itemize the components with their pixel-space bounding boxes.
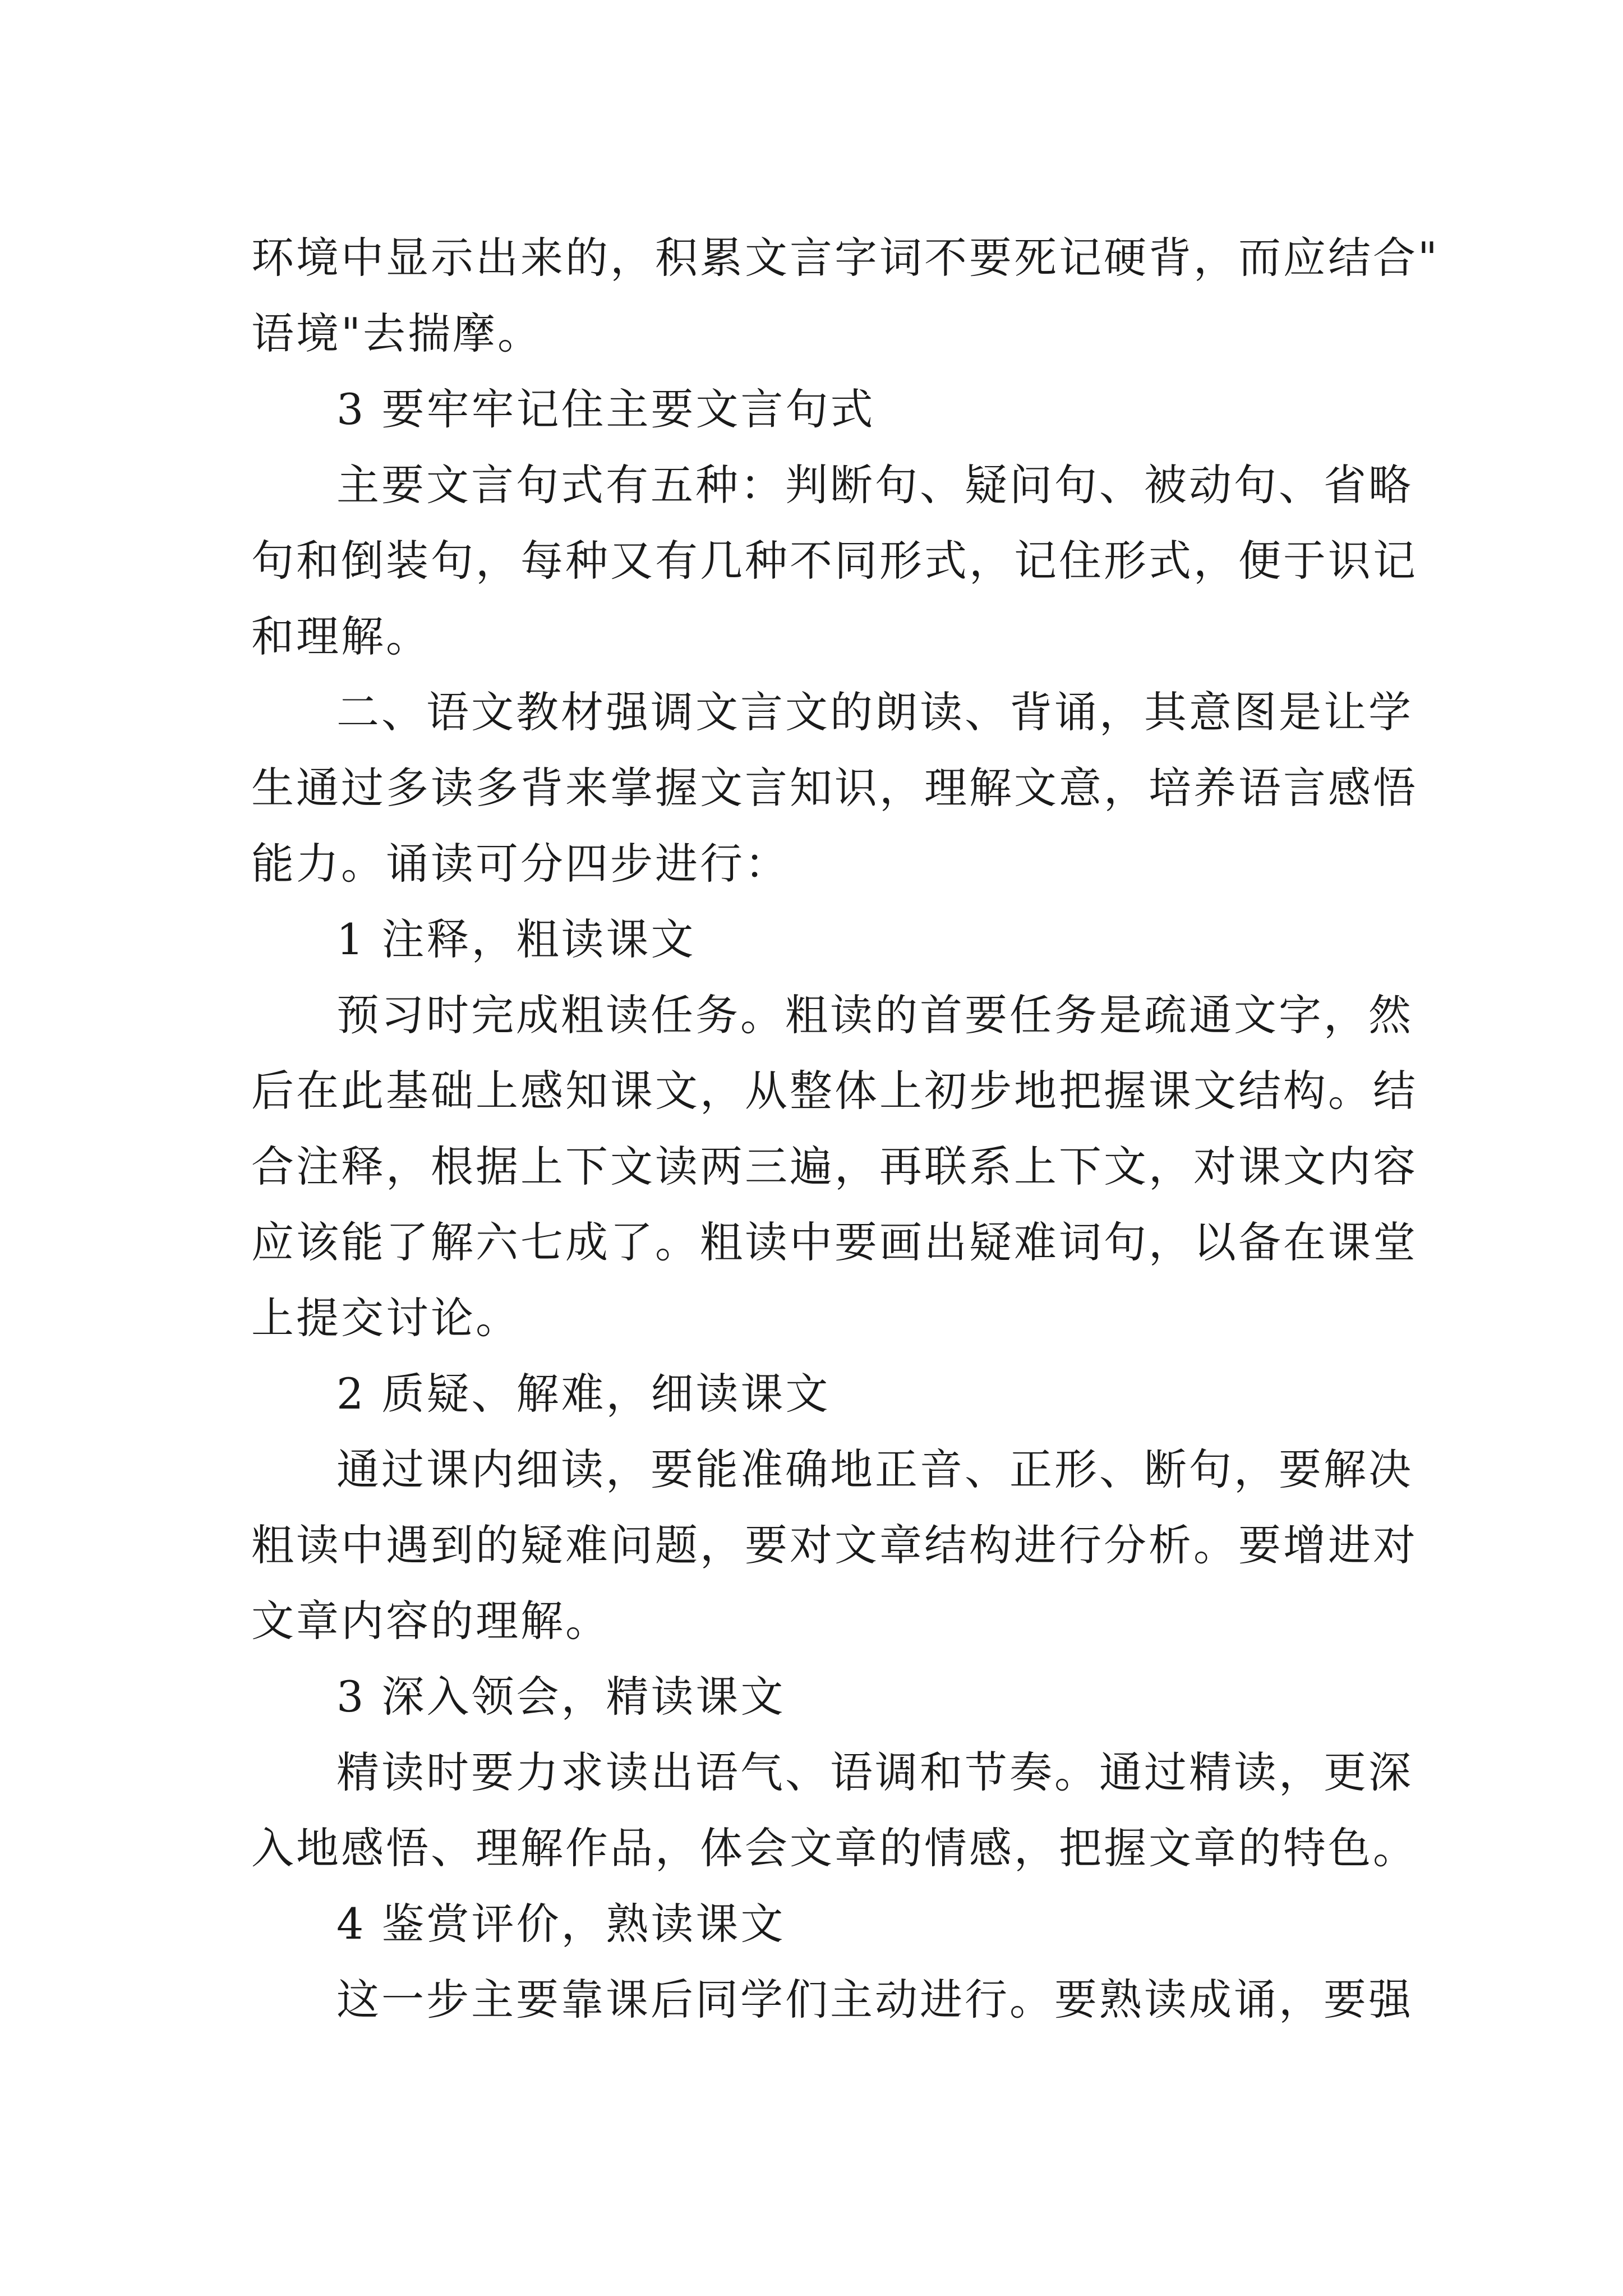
section-heading: 3 要牢牢记住主要文言句式 xyxy=(336,384,875,434)
section-heading: 1 注释，粗读课文 xyxy=(336,914,696,964)
paragraph-first-line: 主要文言句式有五种：判断句、疑问句、被动句、省略 xyxy=(336,460,1413,510)
paragraph-first-line: 通过课内细读，要能准确地正音、正形、断句，要解决 xyxy=(336,1444,1413,1494)
section-heading: 4 鉴赏评价，熟读课文 xyxy=(336,1899,786,1949)
text-line: 合注释，根据上下文读两三遍，再联系上下文，对课文内容 xyxy=(251,1142,1418,1191)
text-line: 句和倒装句，每种又有几种不同形式，记住形式，便于识记 xyxy=(251,536,1418,586)
paragraph-first-line: 二、语文教材强调文言文的朗读、背诵，其意图是让学 xyxy=(336,687,1413,737)
text-line: 文章内容的理解。 xyxy=(251,1596,610,1646)
text-line: 生通过多读多背来掌握文言知识，理解文意，培养语言感悟 xyxy=(251,763,1418,813)
text-line: 后在此基础上感知课文，从整体上初步地把握课文结构。结 xyxy=(251,1066,1418,1116)
paragraph-first-line: 这一步主要靠课后同学们主动进行。要熟读成诵，要强 xyxy=(336,1975,1413,2024)
text-line: 环境中显示出来的，积累文言字词不要死记硬背，而应结合" xyxy=(251,233,1440,283)
text-line: 应该能了解六七成了。粗读中要画出疑难词句，以备在课堂 xyxy=(251,1217,1418,1267)
text-line: 语境"去揣摩。 xyxy=(251,309,542,358)
section-heading: 2 质疑、解难，细读课文 xyxy=(336,1369,831,1419)
text-line: 入地感悟、理解作品，体会文章的情感，把握文章的特色。 xyxy=(251,1823,1418,1873)
text-line: 上提交讨论。 xyxy=(251,1293,520,1343)
text-line: 粗读中遇到的疑难问题，要对文章结构进行分析。要增进对 xyxy=(251,1520,1418,1570)
section-heading: 3 深入领会，精读课文 xyxy=(336,1672,786,1722)
text-line: 能力。诵读可分四步进行： xyxy=(251,839,790,889)
paragraph-first-line: 精读时要力求读出语气、语调和节奏。通过精读，更深 xyxy=(336,1747,1413,1797)
paragraph-first-line: 预习时完成粗读任务。粗读的首要任务是疏通文字，然 xyxy=(336,990,1413,1040)
text-line: 和理解。 xyxy=(251,611,431,661)
